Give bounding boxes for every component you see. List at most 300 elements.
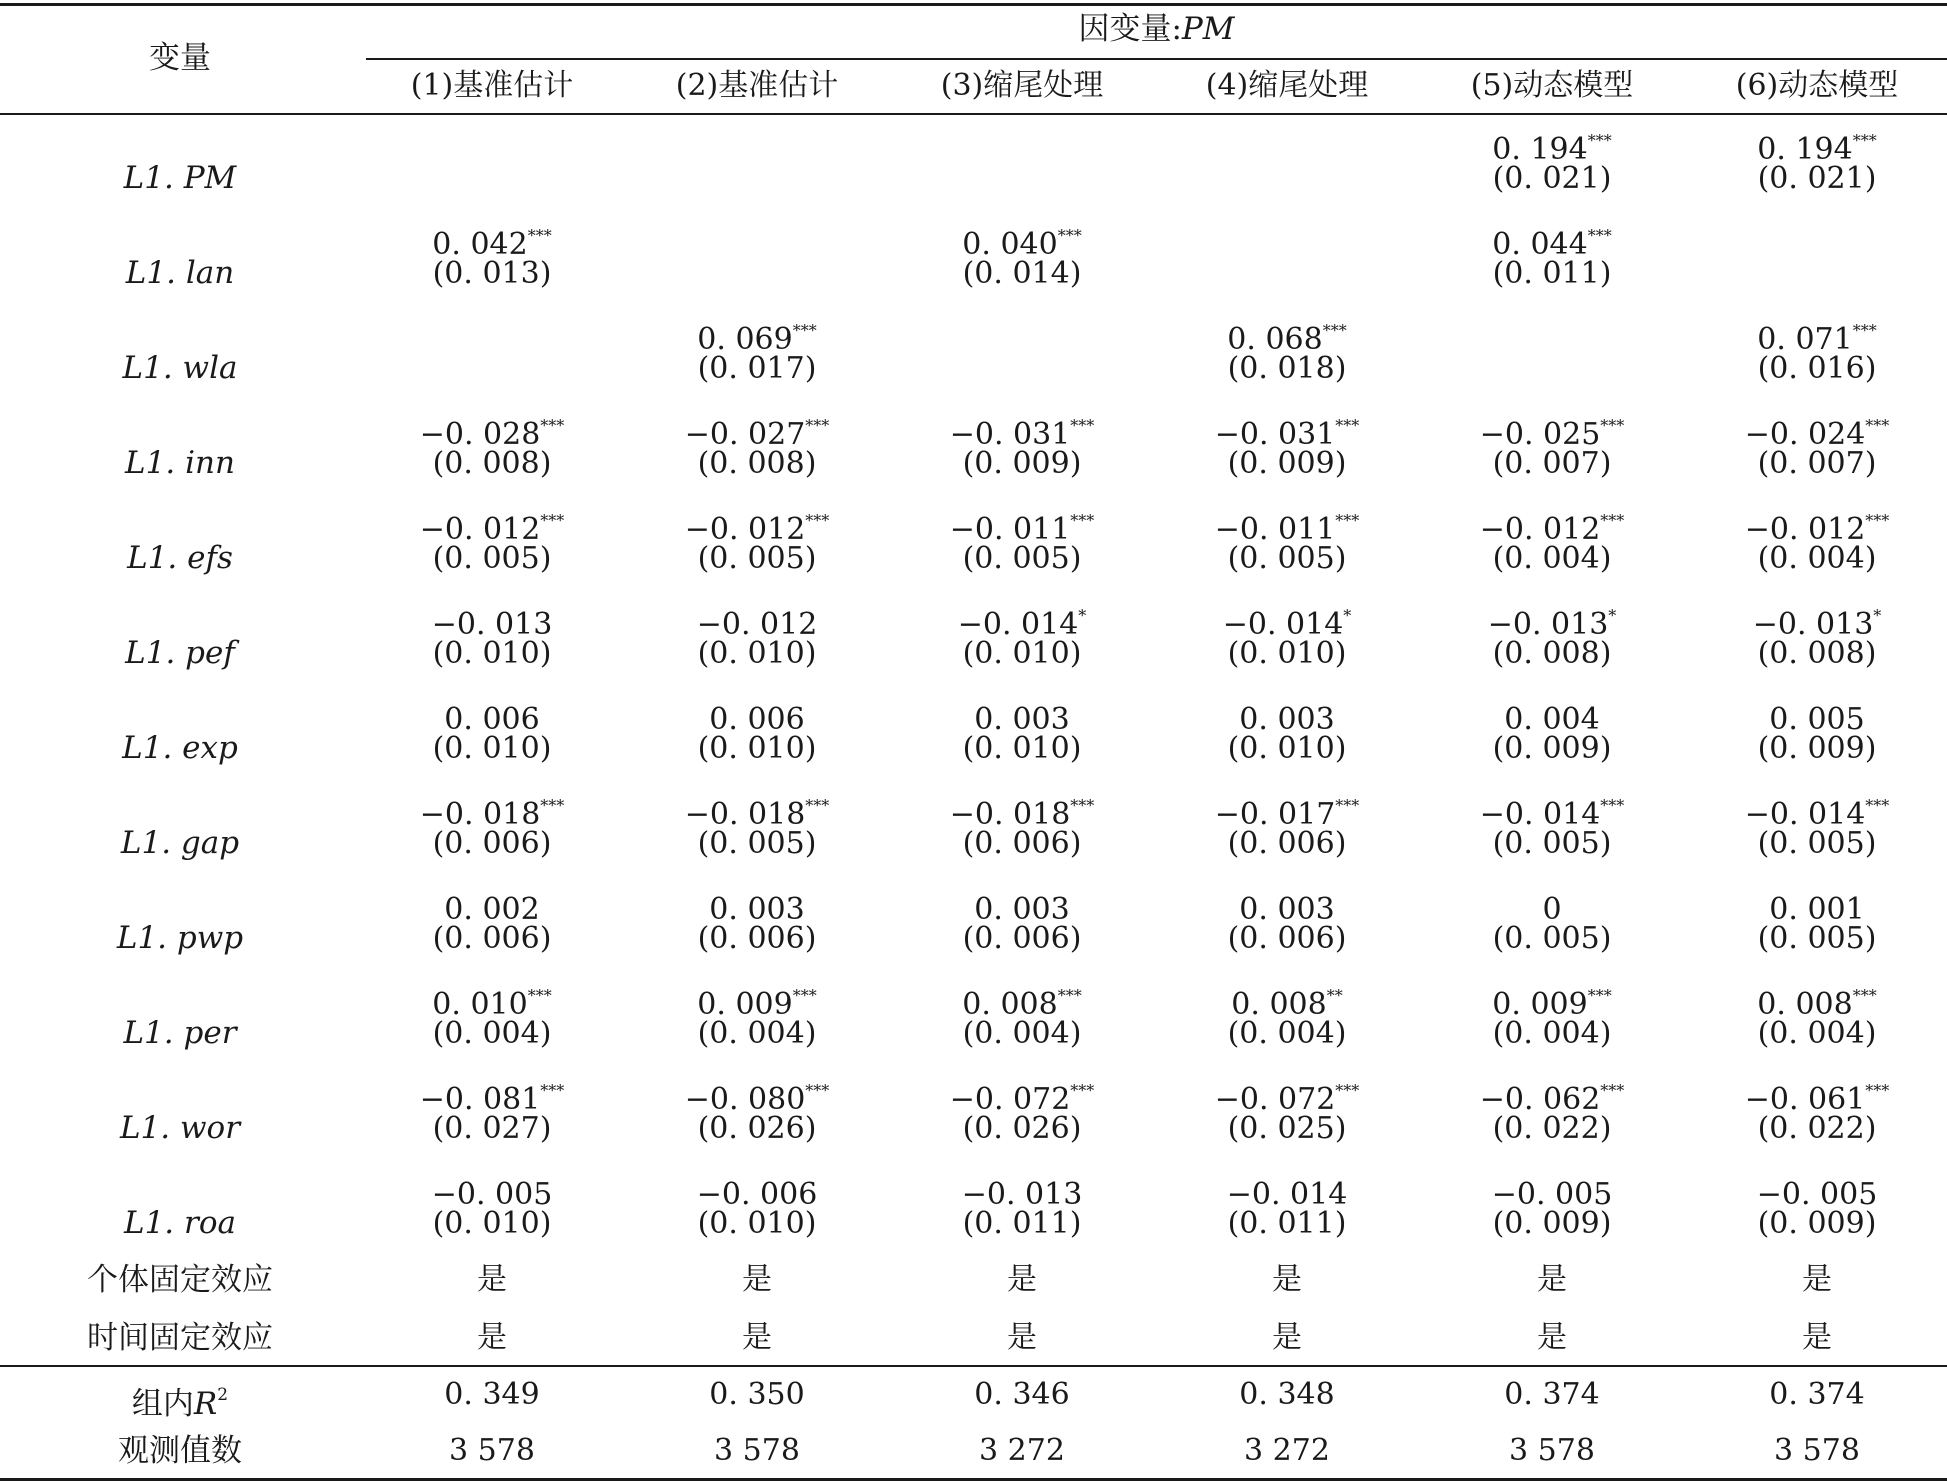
cell-inn-col5 (1419, 407, 1685, 483)
cell-gap-col5 (1419, 787, 1685, 863)
standard-error: (0. 009) (1492, 1206, 1612, 1241)
row-label-inn (0, 445, 360, 481)
standard-error: (0. 026) (962, 1111, 1082, 1146)
standard-error: (0. 010) (697, 731, 817, 766)
row-label-var: gap (180, 825, 240, 861)
coefficient (1419, 502, 1685, 547)
column-header-6: (6)动态模型 (1735, 68, 1899, 103)
cell-efs-col3 (889, 502, 1155, 578)
stats-rule (0, 1365, 1947, 1367)
cell-pef-col6 (1684, 597, 1947, 673)
cell-wla-col2 (624, 312, 890, 388)
significance-stars: *** (1600, 416, 1625, 435)
coefficient (1684, 882, 1947, 927)
row-label-var: efs (187, 540, 233, 576)
standard-error: (0. 010) (697, 636, 817, 671)
row-label-prefix: L1. (122, 350, 183, 386)
standard-error: (0. 005) (1757, 826, 1877, 861)
significance-stars: *** (1335, 511, 1360, 530)
coefficient (624, 882, 890, 927)
significance-stars: *** (1070, 1081, 1095, 1100)
cell-roa-col1 (359, 1167, 625, 1243)
coefficient (889, 407, 1155, 452)
fixed-effect-value: 是 (1007, 1320, 1037, 1355)
standard-error: (0. 007) (1757, 446, 1877, 481)
coefficient-value: 0. 003 (709, 892, 805, 927)
cell-efs-col4 (1154, 502, 1420, 578)
significance-stars: *** (1335, 796, 1360, 815)
coefficient (1419, 407, 1685, 452)
significance-stars: *** (1600, 1081, 1625, 1100)
row-label-prefix: L1. (122, 730, 183, 766)
coefficient-value: −0. 014 (957, 607, 1079, 642)
variable-header: 变量 (149, 40, 211, 76)
header-bottom-rule (0, 113, 1947, 115)
standard-error: (0. 009) (1492, 731, 1612, 766)
standard-error: (0. 006) (1227, 921, 1347, 956)
coefficient (1684, 122, 1947, 167)
significance-stars: *** (1335, 416, 1360, 435)
standard-error: (0. 010) (432, 636, 552, 671)
coefficient (624, 407, 890, 452)
standard-error: (0. 022) (1492, 1111, 1612, 1146)
row-label-prefix: L1. (124, 1205, 185, 1241)
coefficient-value: −0. 017 (1214, 797, 1336, 832)
coefficient (1154, 597, 1420, 642)
fixed-effect-value: 是 (1272, 1262, 1302, 1297)
coefficient-value: −0. 072 (949, 1082, 1071, 1117)
coefficient-value: −0. 013 (1487, 607, 1609, 642)
cell-efs-col1 (359, 502, 625, 578)
standard-error: (0. 006) (962, 921, 1082, 956)
standard-error: (0. 010) (432, 731, 552, 766)
coefficient (359, 1167, 625, 1212)
fixed-effect-value: 是 (1802, 1262, 1832, 1297)
coefficient-value: −0. 027 (684, 417, 806, 452)
coefficient-value: −0. 005 (1491, 1177, 1613, 1212)
standard-error: (0. 010) (962, 636, 1082, 671)
standard-error: (0. 005) (697, 541, 817, 576)
cell-pwp-col3 (889, 882, 1155, 958)
coefficient-value: 0. 009 (1492, 987, 1588, 1022)
row-label-wor (0, 1110, 360, 1146)
coefficient-value: −0. 011 (949, 512, 1071, 547)
row-label-var: wla (182, 350, 238, 386)
coefficient-value: −0. 025 (1479, 417, 1601, 452)
standard-error: (0. 004) (1492, 541, 1612, 576)
coefficient-value: 0. 006 (709, 702, 805, 737)
coefficient-value: 0. 006 (444, 702, 540, 737)
cell-inn-col4 (1154, 407, 1420, 483)
coefficient (1684, 407, 1947, 452)
coefficient-value: −0. 014 (1222, 607, 1344, 642)
standard-error: (0. 008) (1492, 636, 1612, 671)
coefficient-value: 0. 042 (432, 227, 528, 262)
standard-error: (0. 009) (1757, 731, 1877, 766)
coefficient (1154, 312, 1420, 357)
coefficient-value: −0. 062 (1479, 1082, 1601, 1117)
row-label-wla (0, 350, 360, 386)
row-label-PM (0, 160, 360, 196)
row-label-roa (0, 1205, 360, 1241)
row-label-prefix: L1. (127, 540, 188, 576)
coefficient-value: 0. 008 (962, 987, 1058, 1022)
significance-stars: * (1873, 606, 1882, 625)
significance-stars: *** (1335, 1081, 1360, 1100)
standard-error: (0. 005) (1492, 826, 1612, 861)
coefficient (624, 1072, 890, 1117)
significance-stars: *** (805, 796, 830, 815)
column-header-1: (1)基准估计 (410, 68, 574, 103)
row-label-var: exp (182, 730, 238, 766)
row-label-prefix: L1. (125, 635, 186, 671)
cell-wor-col2 (624, 1072, 890, 1148)
coefficient (1154, 502, 1420, 547)
standard-error: (0. 022) (1757, 1111, 1877, 1146)
significance-stars: *** (1852, 986, 1877, 1005)
coefficient (359, 787, 625, 832)
fixed-effect-value: 是 (477, 1262, 507, 1297)
coefficient-value: −0. 012 (1744, 512, 1866, 547)
coefficient-value: 0. 003 (1239, 702, 1335, 737)
significance-stars: *** (1322, 321, 1347, 340)
coefficient-value: 0. 194 (1757, 132, 1853, 167)
coefficient (889, 1167, 1155, 1212)
standard-error: (0. 005) (1227, 541, 1347, 576)
coefficient-value: −0. 031 (949, 417, 1071, 452)
standard-error: (0. 004) (1757, 1016, 1877, 1051)
standard-error: (0. 011) (962, 1206, 1082, 1241)
significance-stars: *** (1587, 131, 1612, 150)
coefficient-value: 0. 040 (962, 227, 1058, 262)
cell-efs-col6 (1684, 502, 1947, 578)
cell-roa-col3 (889, 1167, 1155, 1243)
standard-error: (0. 010) (432, 1206, 552, 1241)
cell-roa-col6 (1684, 1167, 1947, 1243)
coefficient (1419, 217, 1685, 262)
coefficient (359, 217, 625, 262)
row-label-var: pef (185, 635, 235, 671)
significance-stars: *** (1070, 511, 1095, 530)
cell-exp-col5 (1419, 692, 1685, 768)
fixed-effect-label-2: 时间固定效应 (87, 1320, 273, 1356)
significance-stars: *** (1587, 986, 1612, 1005)
cell-PM-col5 (1419, 122, 1685, 198)
row-label-pwp (0, 920, 360, 956)
top-rule (0, 3, 1947, 6)
row-label-prefix: L1. (123, 1015, 184, 1051)
stat-value: 3 578 (449, 1433, 535, 1468)
stat-label-1 (0, 1377, 360, 1422)
significance-stars: * (1608, 606, 1617, 625)
stat-value: 3 578 (1774, 1433, 1860, 1468)
coefficient (1419, 122, 1685, 167)
cell-wor-col5 (1419, 1072, 1685, 1148)
stat-value: 0. 374 (1769, 1377, 1865, 1412)
coefficient (624, 692, 890, 737)
significance-stars: *** (805, 1081, 830, 1100)
coefficient (889, 882, 1155, 927)
coefficient (1419, 692, 1685, 737)
coefficient-value: 0. 194 (1492, 132, 1588, 167)
standard-error: (0. 009) (962, 446, 1082, 481)
stat-value: 0. 346 (974, 1377, 1070, 1412)
coefficient-value: −0. 014 (1479, 797, 1601, 832)
coefficient (889, 692, 1155, 737)
standard-error: (0. 017) (697, 351, 817, 386)
significance-stars: *** (1070, 796, 1095, 815)
significance-stars: *** (540, 1081, 565, 1100)
cell-gap-col3 (889, 787, 1155, 863)
row-label-per (0, 1015, 360, 1051)
significance-stars: *** (540, 796, 565, 815)
coefficient-value: −0. 028 (419, 417, 541, 452)
stat-value: 0. 374 (1504, 1377, 1600, 1412)
significance-stars: *** (1865, 511, 1890, 530)
coefficient (1154, 882, 1420, 927)
coefficient (624, 597, 890, 642)
standard-error: (0. 008) (432, 446, 552, 481)
significance-stars: * (1343, 606, 1352, 625)
standard-error: (0. 004) (432, 1016, 552, 1051)
coefficient (1154, 977, 1420, 1022)
row-label-lan (0, 255, 360, 291)
column-header-5: (5)动态模型 (1470, 68, 1634, 103)
cell-efs-col5 (1419, 502, 1685, 578)
standard-error: (0. 008) (1757, 636, 1877, 671)
coefficient-value: −0. 072 (1214, 1082, 1336, 1117)
cell-pwp-col1 (359, 882, 625, 958)
stat-value: 3 272 (1244, 1433, 1330, 1468)
coefficient-value: 0 (1542, 892, 1562, 927)
cell-per-col3 (889, 977, 1155, 1053)
cell-gap-col6 (1684, 787, 1947, 863)
header-sub-rule (366, 58, 1947, 60)
coefficient-value: −0. 005 (1756, 1177, 1878, 1212)
stat-label-symbol: R (193, 1386, 218, 1422)
standard-error: (0. 006) (1227, 826, 1347, 861)
cell-pwp-col5 (1419, 882, 1685, 958)
fixed-effect-value: 是 (1537, 1262, 1567, 1297)
significance-stars: *** (1057, 986, 1082, 1005)
coefficient (1419, 1072, 1685, 1117)
bottom-rule (0, 1478, 1947, 1481)
standard-error: (0. 027) (432, 1111, 552, 1146)
standard-error: (0. 010) (1227, 636, 1347, 671)
row-label-var: per (183, 1015, 237, 1051)
fixed-effect-value: 是 (1802, 1320, 1832, 1355)
cell-per-col5 (1419, 977, 1685, 1053)
significance-stars: *** (540, 416, 565, 435)
row-label-var: wor (180, 1110, 241, 1146)
coefficient (1154, 787, 1420, 832)
fixed-effect-label-1: 个体固定效应 (87, 1262, 273, 1298)
coefficient (359, 597, 625, 642)
fixed-effect-value: 是 (742, 1320, 772, 1355)
fixed-effect-value: 是 (742, 1262, 772, 1297)
significance-stars: *** (1057, 226, 1082, 245)
standard-error: (0. 021) (1492, 161, 1612, 196)
row-label-prefix: L1. (119, 1110, 180, 1146)
coefficient (889, 977, 1155, 1022)
cell-per-col4 (1154, 977, 1420, 1053)
coefficient (1684, 977, 1947, 1022)
cell-wor-col1 (359, 1072, 625, 1148)
cell-lan-col3 (889, 217, 1155, 293)
coefficient-value: 0. 009 (697, 987, 793, 1022)
coefficient (624, 312, 890, 357)
stat-value: 3 272 (979, 1433, 1065, 1468)
coefficient-value: 0. 071 (1757, 322, 1853, 357)
coefficient-value: 0. 002 (444, 892, 540, 927)
coefficient (624, 1167, 890, 1212)
column-header-3: (3)缩尾处理 (940, 68, 1104, 103)
coefficient-value: 0. 068 (1227, 322, 1323, 357)
standard-error: (0. 004) (1227, 1016, 1347, 1051)
standard-error: (0. 004) (1757, 541, 1877, 576)
significance-stars: *** (792, 986, 817, 1005)
cell-gap-col1 (359, 787, 625, 863)
coefficient-value: −0. 012 (419, 512, 541, 547)
coefficient-value: −0. 013 (431, 607, 553, 642)
coefficient-value: −0. 011 (1214, 512, 1336, 547)
cell-per-col6 (1684, 977, 1947, 1053)
cell-roa-col4 (1154, 1167, 1420, 1243)
coefficient (1684, 1167, 1947, 1212)
coefficient (1419, 882, 1685, 927)
coefficient (889, 1072, 1155, 1117)
stat-label-superscript: 2 (217, 1385, 229, 1405)
significance-stars: *** (1070, 416, 1095, 435)
cell-exp-col4 (1154, 692, 1420, 768)
standard-error: (0. 014) (962, 256, 1082, 291)
standard-error: (0. 011) (1227, 1206, 1347, 1241)
row-label-var: lan (185, 255, 235, 291)
row-label-prefix: L1. (123, 160, 184, 196)
coefficient-value: −0. 005 (431, 1177, 553, 1212)
standard-error: (0. 004) (1492, 1016, 1612, 1051)
standard-error: (0. 021) (1757, 161, 1877, 196)
standard-error: (0. 005) (1757, 921, 1877, 956)
fixed-effect-value: 是 (1537, 1320, 1567, 1355)
coefficient-value: 0. 010 (432, 987, 528, 1022)
coefficient-value: −0. 018 (949, 797, 1071, 832)
coefficient-value: −0. 006 (696, 1177, 818, 1212)
standard-error: (0. 004) (697, 1016, 817, 1051)
standard-error: (0. 018) (1227, 351, 1347, 386)
coefficient (1419, 597, 1685, 642)
coefficient (359, 1072, 625, 1117)
coefficient (1684, 502, 1947, 547)
cell-inn-col6 (1684, 407, 1947, 483)
coefficient (624, 977, 890, 1022)
cell-roa-col2 (624, 1167, 890, 1243)
significance-stars: *** (1852, 131, 1877, 150)
significance-stars: *** (1852, 321, 1877, 340)
standard-error: (0. 026) (697, 1111, 817, 1146)
coefficient-value: −0. 018 (684, 797, 806, 832)
standard-error: (0. 005) (697, 826, 817, 861)
coefficient (359, 407, 625, 452)
coefficient-value: −0. 014 (1744, 797, 1866, 832)
significance-stars: *** (805, 511, 830, 530)
standard-error: (0. 006) (432, 921, 552, 956)
significance-stars: *** (1865, 1081, 1890, 1100)
coefficient-value: −0. 012 (684, 512, 806, 547)
coefficient-value: −0. 014 (1226, 1177, 1348, 1212)
row-label-var: PM (183, 160, 237, 196)
row-label-prefix: L1. (125, 445, 186, 481)
coefficient (1154, 692, 1420, 737)
fixed-effect-value: 是 (1272, 1320, 1302, 1355)
coefficient (1154, 1072, 1420, 1117)
coefficient-value: 0. 069 (697, 322, 793, 357)
coefficient (1419, 1167, 1685, 1212)
coefficient-value: −0. 081 (419, 1082, 541, 1117)
cell-inn-col2 (624, 407, 890, 483)
cell-exp-col3 (889, 692, 1155, 768)
coefficient (359, 977, 625, 1022)
row-label-prefix: L1. (125, 255, 186, 291)
coefficient (359, 692, 625, 737)
coefficient (1684, 1072, 1947, 1117)
cell-exp-col2 (624, 692, 890, 768)
cell-exp-col6 (1684, 692, 1947, 768)
significance-stars: *** (1600, 796, 1625, 815)
standard-error: (0. 009) (1227, 446, 1347, 481)
row-label-efs (0, 540, 360, 576)
coefficient (1684, 597, 1947, 642)
significance-stars: *** (1600, 511, 1625, 530)
cell-pwp-col4 (1154, 882, 1420, 958)
cell-gap-col2 (624, 787, 890, 863)
coefficient (889, 502, 1155, 547)
significance-stars: *** (527, 226, 552, 245)
coefficient (889, 597, 1155, 642)
coefficient-value: −0. 080 (684, 1082, 806, 1117)
coefficient-value: 0. 004 (1504, 702, 1600, 737)
coefficient-value: −0. 024 (1744, 417, 1866, 452)
standard-error: (0. 009) (1757, 1206, 1877, 1241)
coefficient-value: 0. 003 (1239, 892, 1335, 927)
standard-error: (0. 010) (962, 731, 1082, 766)
coefficient (889, 787, 1155, 832)
coefficient-value: 0. 008 (1757, 987, 1853, 1022)
standard-error: (0. 013) (432, 256, 552, 291)
coefficient-value: −0. 018 (419, 797, 541, 832)
column-header-2: (2)基准估计 (675, 68, 839, 103)
significance-stars: * (1078, 606, 1087, 625)
coefficient (359, 502, 625, 547)
cell-efs-col2 (624, 502, 890, 578)
row-label-var: pwp (176, 920, 244, 956)
row-label-var: roa (184, 1205, 236, 1241)
column-header-4: (4)缩尾处理 (1205, 68, 1369, 103)
coefficient (359, 882, 625, 927)
coefficient-value: 0. 044 (1492, 227, 1588, 262)
coefficient (1419, 787, 1685, 832)
fixed-effect-value: 是 (477, 1320, 507, 1355)
standard-error: (0. 004) (962, 1016, 1082, 1051)
stat-value: 3 578 (714, 1433, 800, 1468)
significance-stars: *** (540, 511, 565, 530)
standard-error: (0. 008) (697, 446, 817, 481)
coefficient-value: 0. 003 (974, 892, 1070, 927)
cell-pef-col5 (1419, 597, 1685, 673)
cell-wla-col6 (1684, 312, 1947, 388)
significance-stars: *** (1587, 226, 1612, 245)
row-label-var: inn (185, 445, 235, 481)
